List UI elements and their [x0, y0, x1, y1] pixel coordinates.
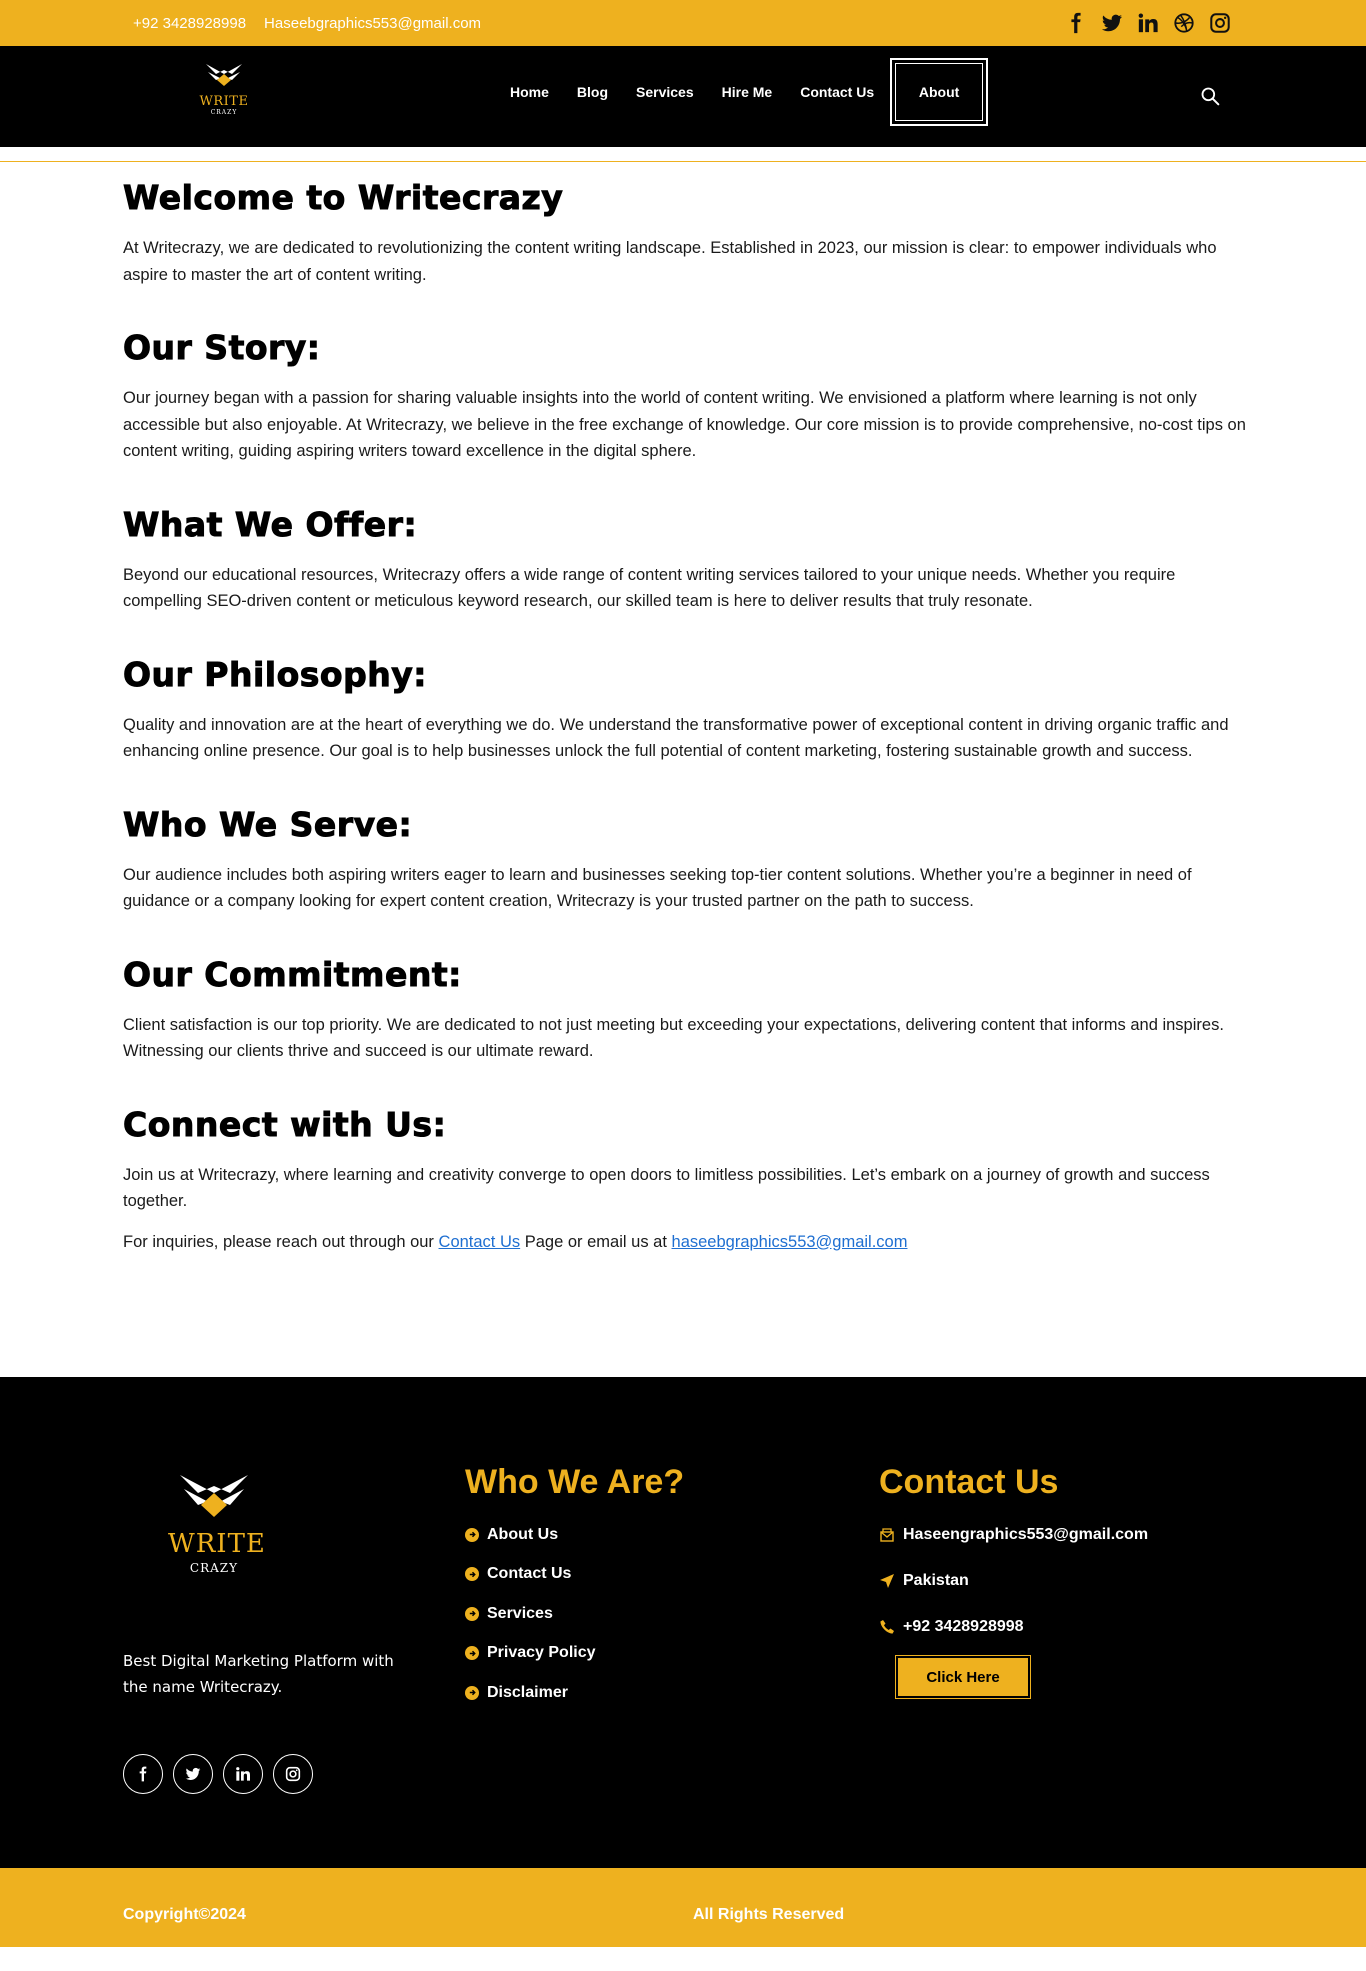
mail-icon: [879, 1527, 895, 1543]
section-heading: What We Offer:: [123, 504, 418, 544]
footer-link-services[interactable]: Services: [465, 1594, 596, 1634]
bottom-bar: [0, 1868, 1366, 1947]
inquiry-middle: Page or email us at: [524, 1232, 667, 1251]
inquiry-text: [123, 1229, 1253, 1255]
dribbble-icon[interactable]: [1173, 12, 1195, 34]
nav-hire-me[interactable]: Hire Me: [721, 84, 773, 100]
copyright-text: Copyright©2024: [123, 1906, 246, 1923]
instagram-icon[interactable]: [273, 1754, 313, 1794]
nav-menu: [496, 60, 988, 164]
click-here-button[interactable]: Click Here: [896, 1656, 1030, 1698]
contact-email[interactable]: Haseengraphics553@gmail.com: [879, 1512, 1148, 1558]
site-logo[interactable]: [198, 60, 250, 116]
footer-link-privacy-policy[interactable]: Privacy Policy: [465, 1634, 596, 1674]
who-we-are-title: Who We Are?: [465, 1463, 685, 1501]
linkedin-icon[interactable]: [1137, 12, 1159, 34]
section-text: Join us at Writecrazy, where learning and creativity converge to open doors to limitless possibilities. Let’s embark on a journey of growth and success together.: [123, 1165, 1210, 1210]
footer: [0, 1377, 1366, 1868]
about-content: [123, 178, 1253, 1255]
topbar-email[interactable]: Haseebgraphics553@gmail.com: [264, 14, 482, 32]
section-connect: [123, 1105, 1253, 1215]
top-bar: [0, 0, 1366, 46]
footer-tagline: Best Digital Marketing Platform with the name Writecrazy.: [123, 1652, 394, 1696]
footer-link-disclaimer[interactable]: Disclaimer: [465, 1673, 596, 1713]
nav-home[interactable]: Home: [510, 84, 549, 100]
location-arrow-icon: [879, 1573, 895, 1589]
logo-sub: CRAZY: [189, 1561, 239, 1575]
inquiry-prefix: For inquiries, please reach out through our: [123, 1232, 434, 1251]
section-text: Beyond our educational resources, Writecrazy offers a wide range of content writing services tailored to your unique needs. Whether you require compelling SEO-driven content or meticulous keyword research, our skilled team is here to deliver results that truly resonate.: [123, 565, 1176, 610]
nav-services[interactable]: Services: [636, 84, 694, 100]
twitter-icon[interactable]: [1101, 12, 1123, 34]
contact-info: [133, 15, 481, 32]
who-we-are-links: [465, 1515, 596, 1713]
phone-icon: [879, 1619, 895, 1635]
logo-emblem-icon: [174, 1467, 254, 1527]
section-text: Our journey began with a passion for sharing valuable insights into the world of content writing. We envisioned a platform where learning is not only accessible but also enjoyable. At Writecrazy, we believe in the free exchange of knowledge. Our core mission is to provide comprehensive, no-cost tips on content writing, guiding aspiring writers toward excellence in the digital sphere.: [123, 389, 1246, 460]
logo-sub: CRAZY: [210, 109, 238, 116]
footer-logo[interactable]: [168, 1467, 266, 1575]
nav-contact-us[interactable]: Contact Us: [800, 84, 875, 100]
nav-blog[interactable]: Blog: [576, 84, 609, 100]
section-text: Quality and innovation are at the heart of everything we do. We understand the transformative power of exceptional content in driving organic traffic and enhancing online presence. Our goal is to help businesses unlock the full potential of content marketing, fostering sustainable growth and success.: [123, 715, 1229, 760]
logo-emblem-icon: [202, 60, 246, 92]
contact-us-title: Contact Us: [879, 1463, 1059, 1501]
section-text: At Writecrazy, we are dedicated to revolutionizing the content writing landscape. Established in 2023, our mission is clear: to empower individuals who aspire to master the art of content writing.: [123, 239, 1217, 284]
contact-location: Pakistan: [879, 1558, 1148, 1604]
section-heading: Our Commitment:: [123, 954, 462, 994]
logo-word: WRITE: [199, 94, 249, 109]
contact-phone[interactable]: +92 3428928998: [879, 1604, 1148, 1650]
topbar-social: [1065, 12, 1231, 34]
section-serve: [123, 805, 1253, 915]
arrow-right-icon: [465, 1646, 479, 1660]
rights-text: All Rights Reserved: [693, 1906, 845, 1923]
section-heading: Welcome to Writecrazy: [123, 178, 564, 217]
topbar-phone[interactable]: +92 3428928998: [133, 14, 247, 32]
section-text: Our audience includes both aspiring writers eager to learn and businesses seeking top-tier content solutions. Whether you’re a beginner in need of guidance or a company looking for expert content creation, Writecrazy is your trusted partner on the path to success.: [123, 865, 1192, 910]
arrow-right-icon: [465, 1686, 479, 1700]
arrow-right-icon: [465, 1528, 479, 1542]
section-story: [123, 328, 1253, 465]
section-heading: Our Story:: [123, 328, 321, 367]
arrow-right-icon: [465, 1567, 479, 1581]
twitter-icon[interactable]: [173, 1754, 213, 1794]
section-heading: Connect with Us:: [123, 1104, 447, 1144]
main-navbar: [0, 46, 1366, 164]
section-welcome: [123, 178, 1253, 288]
facebook-icon[interactable]: [1065, 12, 1087, 34]
instagram-icon[interactable]: [1209, 12, 1231, 34]
facebook-icon[interactable]: [123, 1754, 163, 1794]
contact-details: [879, 1512, 1148, 1650]
footer-link-about-us[interactable]: About Us: [465, 1515, 596, 1555]
footer-social: [123, 1754, 313, 1794]
logo-word: WRITE: [168, 1529, 266, 1559]
email-link[interactable]: haseebgraphics553@gmail.com: [671, 1232, 908, 1251]
footer-link-contact-us[interactable]: Contact Us: [465, 1555, 596, 1595]
section-philosophy: [123, 655, 1253, 765]
section-heading: Our Philosophy:: [123, 654, 427, 694]
section-heading: Who We Serve:: [123, 804, 413, 844]
nav-divider: [0, 161, 1366, 162]
nav-about-us[interactable]: About Us: [890, 58, 988, 126]
search-icon[interactable]: [1200, 86, 1220, 106]
linkedin-icon[interactable]: [223, 1754, 263, 1794]
section-text: Client satisfaction is our top priority. We are dedicated to not just meeting but exceeding your expectations, delivering content that informs and inspires. Witnessing our clients thrive and succeed is our ultimate reward.: [123, 1015, 1224, 1060]
section-commitment: [123, 955, 1253, 1065]
contact-us-link[interactable]: Contact Us: [438, 1232, 521, 1251]
arrow-right-icon: [465, 1607, 479, 1621]
section-offer: [123, 505, 1253, 615]
